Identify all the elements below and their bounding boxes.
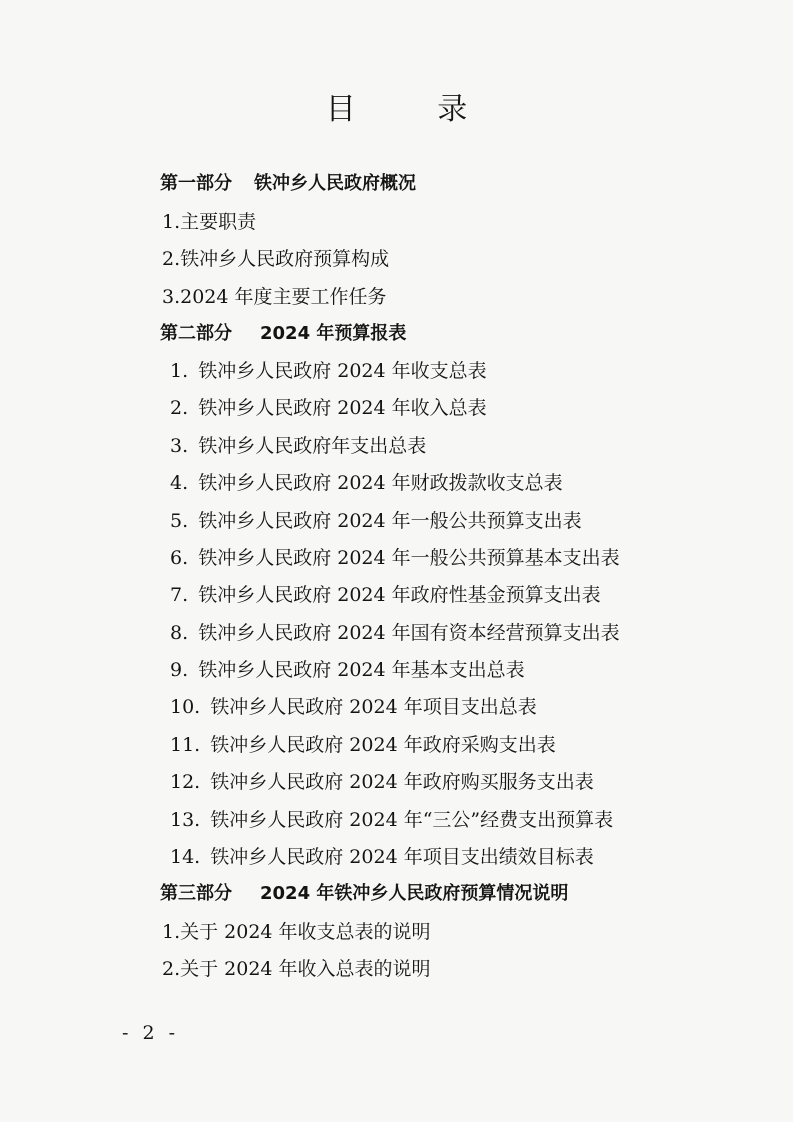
- entry-number: 1.: [170, 360, 189, 382]
- toc-entry: [170, 509, 582, 533]
- toc-entry: [170, 359, 487, 383]
- section-heading-2: [160, 322, 406, 346]
- entry-number: 7.: [170, 584, 189, 606]
- entry-text: 铁冲乡人民政府 2024 年收入总表: [198, 397, 487, 419]
- toc-entry: 1.主要职责: [162, 211, 257, 233]
- toc-entry: [170, 434, 426, 458]
- entry-number: 9.: [170, 659, 189, 681]
- entry-text: 铁冲乡人民政府 2024 年一般公共预算支出表: [198, 510, 582, 532]
- section-heading-1: [160, 172, 416, 196]
- section-label: 第二部分: [160, 323, 232, 344]
- entry-text: 铁冲乡人民政府 2024 年项目支出绩效目标表: [210, 846, 594, 868]
- section-label: 第一部分: [160, 173, 232, 194]
- toc-entry: [170, 808, 613, 832]
- entry-number: 13.: [170, 809, 201, 831]
- section-heading-3: [160, 882, 568, 906]
- toc-entry: 2.关于 2024 年收入总表的说明: [162, 958, 431, 980]
- entry-text: 铁冲乡人民政府 2024 年项目支出总表: [210, 696, 537, 718]
- entry-number: 10.: [170, 696, 201, 718]
- entry-text: 铁冲乡人民政府 2024 年财政拨款收支总表: [198, 472, 563, 494]
- toc-entry: [170, 733, 556, 757]
- toc-entry: [170, 396, 487, 420]
- toc-entry: [170, 546, 620, 570]
- toc-entry: [170, 658, 525, 682]
- section-title: 2024 年铁冲乡人民政府预算情况说明: [260, 883, 569, 904]
- toc-entry: 1.关于 2024 年收支总表的说明: [162, 921, 431, 943]
- entry-text: 铁冲乡人民政府 2024 年政府采购支出表: [210, 734, 556, 756]
- toc-entry: [170, 471, 563, 495]
- section-label: 第三部分: [160, 883, 232, 904]
- entry-text: 铁冲乡人民政府 2024 年政府性基金预算支出表: [198, 584, 601, 606]
- entry-number: 4.: [170, 472, 189, 494]
- entry-text: 铁冲乡人民政府 2024 年国有资本经营预算支出表: [198, 622, 620, 644]
- toc-entry: [170, 583, 601, 607]
- entry-text: 铁冲乡人民政府 2024 年一般公共预算基本支出表: [198, 547, 620, 569]
- entry-number: 14.: [170, 846, 201, 868]
- entry-text: 铁冲乡人民政府 2024 年收支总表: [198, 360, 487, 382]
- entry-number: 8.: [170, 622, 189, 644]
- section-title: 铁冲乡人民政府概况: [254, 173, 416, 194]
- toc-entry: 2.铁冲乡人民政府预算构成: [162, 248, 390, 270]
- toc-entry: [170, 621, 620, 645]
- toc-entry: 3.2024 年度主要工作任务: [162, 286, 387, 308]
- entry-text: 铁冲乡人民政府 2024 年基本支出总表: [198, 659, 525, 681]
- toc-entry: [170, 845, 594, 869]
- entry-number: 5.: [170, 510, 189, 532]
- toc-entry: [170, 770, 594, 794]
- entry-text: 铁冲乡人民政府 2024 年政府购买服务支出表: [210, 771, 594, 793]
- toc-entry: [170, 695, 537, 719]
- section-title: 2024 年预算报表: [260, 323, 407, 344]
- page-number: - 2 -: [122, 1022, 180, 1044]
- entry-number: 6.: [170, 547, 189, 569]
- entry-number: 2.: [170, 397, 189, 419]
- entry-text: 铁冲乡人民政府 2024 年“三公”经费支出预算表: [210, 809, 614, 831]
- entry-text: 铁冲乡人民政府年支出总表: [198, 435, 427, 457]
- entry-number: 11.: [170, 734, 201, 756]
- entry-number: 3.: [170, 435, 189, 457]
- entry-number: 12.: [170, 771, 201, 793]
- page-title: 目 录: [325, 92, 504, 127]
